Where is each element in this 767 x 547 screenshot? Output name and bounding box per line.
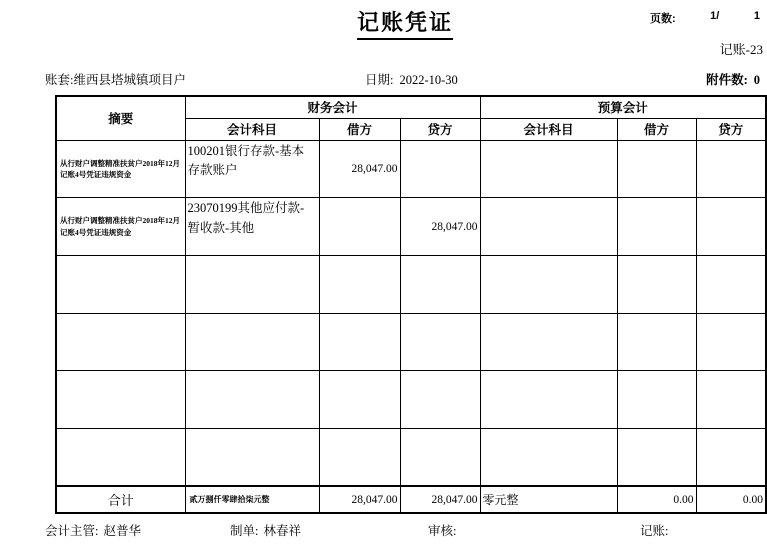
table-row [56, 255, 766, 313]
total-label: 合计 [56, 486, 185, 513]
supervisor-label: 会计主管: [45, 524, 99, 538]
bud-credit-cell [696, 198, 766, 256]
bud-subject-cell [480, 313, 617, 371]
bud-subject-cell [480, 255, 617, 313]
reviewer-label: 审核: [428, 524, 457, 538]
info-row [0, 70, 767, 86]
header-budget-accounting: 预算会计 [480, 96, 766, 118]
total-fin-credit: 28,047.00 [400, 486, 480, 513]
table-row [56, 428, 766, 486]
fin-debit-cell [319, 428, 400, 486]
header-bud-debit: 借方 [617, 118, 696, 140]
total-bud-credit: 0.00 [696, 486, 766, 513]
date-value: 2022-10-30 [399, 73, 458, 87]
bud-subject-cell [480, 371, 617, 429]
bud-debit-cell [617, 313, 696, 371]
attachments-label: 附件数: [706, 73, 748, 87]
table-row [56, 313, 766, 371]
preparer [230, 521, 301, 539]
fin-credit-cell [400, 428, 480, 486]
fin-subject-cell [185, 428, 319, 486]
accounting-supervisor [45, 521, 141, 539]
doc-number: 记账-23 [719, 42, 763, 57]
page-count [650, 10, 760, 26]
fin-credit-cell [400, 371, 480, 429]
total-row [56, 486, 766, 513]
bud-credit-cell [696, 313, 766, 371]
attachments [706, 70, 760, 88]
preparer-value: 林春祥 [263, 524, 301, 538]
fin-debit-cell: 28,047.00 [319, 140, 400, 198]
total-fin-debit: 28,047.00 [319, 486, 400, 513]
total-fin-amount-words: 贰万捌仟零肆拾柒元整 [185, 486, 319, 513]
attachments-value: 0 [753, 73, 760, 87]
voucher-date [365, 70, 458, 88]
signature-row [0, 521, 767, 539]
summary-cell: 从行财户调整精准扶贫户2018年12月记账4号凭证违规资金 [56, 140, 185, 198]
bookkeeper [640, 521, 673, 539]
reviewer [428, 521, 461, 539]
account-set-value: 维西县塔城镇项目户 [73, 73, 186, 87]
fin-debit-cell [319, 255, 400, 313]
bud-debit-cell [617, 371, 696, 429]
fin-subject-cell [185, 313, 319, 371]
header-fin-subject: 会计科目 [185, 118, 319, 140]
summary-cell: 从行财户调整精准扶贫户2018年12月记账4号凭证违规资金 [56, 198, 185, 256]
bud-credit-cell [696, 371, 766, 429]
page-total: 1 [753, 10, 760, 22]
summary-cell [56, 255, 185, 313]
bud-debit-cell [617, 198, 696, 256]
bud-credit-cell [696, 428, 766, 486]
header-bud-credit: 贷方 [696, 118, 766, 140]
preparer-label: 制单: [230, 524, 259, 538]
bud-subject-cell [480, 428, 617, 486]
total-bud-debit: 0.00 [617, 486, 696, 513]
page-count-label: 页数: [650, 13, 676, 25]
supervisor-value: 赵普华 [103, 524, 141, 538]
header-financial-accounting: 财务会计 [185, 96, 480, 118]
date-label: 日期: [365, 73, 394, 87]
bud-subject-cell [480, 198, 617, 256]
bud-debit-cell [617, 255, 696, 313]
header-summary: 摘要 [56, 96, 185, 140]
account-set-label: 账套: [45, 73, 74, 87]
fin-subject-cell: 23070199其他应付款-暂收款-其他 [185, 198, 319, 256]
fin-debit-cell [319, 371, 400, 429]
fin-debit-cell [319, 313, 400, 371]
fin-subject-cell [185, 255, 319, 313]
total-bud-amount-words: 零元整 [480, 486, 617, 513]
header-fin-credit: 贷方 [400, 118, 480, 140]
fin-credit-cell [400, 313, 480, 371]
bud-subject-cell [480, 140, 617, 198]
bookkeeper-label: 记账: [640, 524, 669, 538]
bud-debit-cell [617, 428, 696, 486]
fin-credit-cell [400, 255, 480, 313]
fin-debit-cell [319, 198, 400, 256]
bud-credit-cell [696, 255, 766, 313]
summary-cell [56, 428, 185, 486]
table-row [56, 371, 766, 429]
summary-cell [56, 313, 185, 371]
summary-cell [56, 371, 185, 429]
fin-credit-cell: 28,047.00 [400, 198, 480, 256]
bud-debit-cell [617, 140, 696, 198]
fin-subject-cell [185, 371, 319, 429]
page-current: 1/ [710, 10, 720, 22]
fin-subject-cell: 100201银行存款-基本存款账户 [185, 140, 319, 198]
page-title: 记账凭证 [357, 6, 453, 40]
header-fin-debit: 借方 [319, 118, 400, 140]
bud-credit-cell [696, 140, 766, 198]
table-row [56, 140, 766, 198]
header-bud-subject: 会计科目 [480, 118, 617, 140]
table-row [56, 198, 766, 256]
account-set [45, 70, 186, 88]
voucher-table [55, 95, 767, 514]
fin-credit-cell [400, 140, 480, 198]
